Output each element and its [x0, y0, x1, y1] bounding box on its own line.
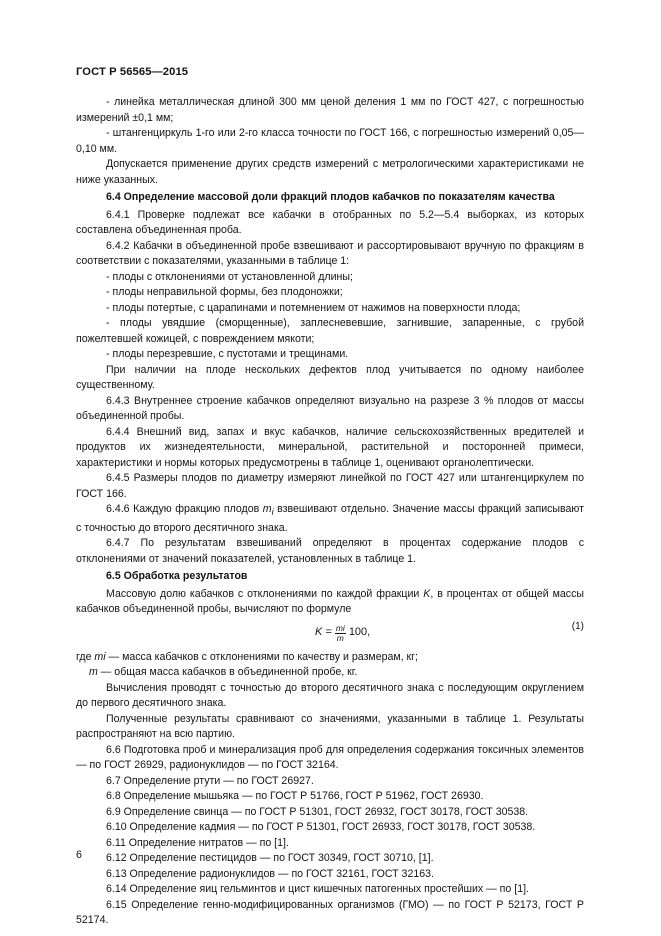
- paragraph-calculation: Вычисления проводят с точностью до второго десятичного знака с последующим округлением до первого десятичного знака.: [76, 681, 584, 710]
- paragraph-6-8: 6.8 Определение мышьяка — по ГОСТ Р 51766, ГОСТ Р 51962, ГОСТ 26930.: [106, 790, 484, 803]
- list-item: - плоды перезревшие, с пустотами и трещинами.: [106, 348, 349, 360]
- paragraph-6-4-7: 6.4.7 По результатам взвешиваний определяют в процентах содержание плодов с отклонениями от значений показателей, установленных в таблице 1.: [76, 537, 584, 565]
- paragraph-6-4-2: 6.4.2 Кабачки в объединенной пробе взвешивают и рассортировывают вручную по фракциям в соответствии с показателями, указанными в таблице 1:: [76, 239, 584, 267]
- paragraph-6-15: 6.15 Определение генно-модифицированных организмов (ГМО) — по ГОСТ Р 52173, ГОСТ Р 52174.: [76, 898, 584, 927]
- paragraph-6-4-6: 6.4.6 Каждую фракцию плодов $m_i$ взвешивают отдельно. Значение массы фракций записывают с точностью до второго десятичного знака.: [76, 503, 584, 534]
- list-item: - плоды с отклонениями от установленной длины;: [106, 270, 353, 283]
- paragraph-caliper: - штангенциркуль 1-го или 2-го класса точности по ГОСТ 166, с погрешностью измерений 0,05—0,10 мм.: [76, 127, 584, 155]
- paragraph-6-5: Массовую долю кабачков с отклонениями по каждой фракции K, в процентах от общей массы кабачков объединенной пробы, вычисляют по формуле: [76, 587, 584, 616]
- document-header: ГОСТ Р 56565—2015: [76, 66, 189, 78]
- definition-mi: где mi — масса кабачков с отклонениями по качеству и размерам, кг;: [76, 650, 418, 663]
- list-item: - плоды потертые, с царапинами и потемнением от нажимов на поверхности плода;: [106, 301, 521, 314]
- paragraph-6-4-1: 6.4.1 Проверке подлежат все кабачки в отобранных по 5.2—5.4 выборках, из которых составлена объединенная проба.: [76, 208, 584, 236]
- paragraph-compare: Полученные результаты сравнивают со значениями, указанными в таблице 1. Результаты распространяют на всю партию.: [76, 712, 584, 741]
- paragraph-6-11: 6.11 Определение нитратов — по [1].: [106, 836, 289, 849]
- paragraph-6-14: 6.14 Определение яиц гельминтов и цист кишечных патогенных простейших — по [1].: [106, 883, 529, 896]
- paragraph-ruler: - линейка металлическая длиной 300 мм ценой деления 1 мм по ГОСТ 427, с погрешностью измерений ±0,1 мм;: [76, 96, 584, 124]
- list-item: - плоды увядшие (сморщенные), заплесневевшие, загнившие, запаренные, с грубой пожелтевшей кожицей, с повреждением мякоти;: [76, 317, 584, 345]
- section-heading-6-4: 6.4 Определение массовой доли фракций плодов кабачков по показателям качества: [106, 191, 555, 203]
- formula-fraction: $\frac{mi}{m}$: [335, 622, 345, 643]
- paragraph-6-4-3: 6.4.3 Внутреннее строение кабачков определяют визуально на разрезе 3 % плодов от массы объединенной пробы.: [76, 394, 584, 422]
- paragraph-6-7: 6.7 Определение ртути — по ГОСТ 26927.: [106, 774, 314, 787]
- paragraph-6-12: 6.12 Определение пестицидов — по ГОСТ 30349, ГОСТ 30710, [1].: [106, 852, 434, 865]
- formula-1: [76, 619, 584, 649]
- list-item: - плоды неправильной формы, без плодоножки;: [106, 286, 343, 298]
- section-heading-6-5: 6.5 Обработка результатов: [106, 570, 248, 583]
- paragraph-6-4-5: 6.4.5 Размеры плодов по диаметру измеряют линейкой по ГОСТ 427 или штангенциркулем по ГОСТ 166.: [76, 472, 584, 500]
- paragraph-6-13: 6.13 Определение радионуклидов — по ГОСТ 32161, ГОСТ 32163.: [106, 867, 434, 880]
- page-number: 6: [76, 849, 82, 861]
- paragraph-6-9: 6.9 Определение свинца — по ГОСТ Р 51301, ГОСТ 26932, ГОСТ 30178, ГОСТ 30538.: [106, 805, 529, 818]
- definition-m: m — общая масса кабачков в объединенной пробе, кг.: [89, 666, 358, 679]
- paragraph-other-instruments: Допускается применение других средств измерений с метрологическими характеристиками не ниже указанных.: [76, 158, 584, 186]
- formula-expression: K = $\frac{mi}{m}$ 100,: [315, 622, 371, 643]
- paragraph-defects: При наличии на плоде нескольких дефектов плод учитывается по одному наиболее существенному.: [76, 363, 584, 391]
- paragraph-6-6: 6.6 Подготовка проб и минерализация проб для определения содержания токсичных элементов — по ГОСТ 26929, радионуклидов — по ГОСТ 32164.: [76, 743, 584, 772]
- paragraph-6-10: 6.10 Определение кадмия — по ГОСТ Р 51301, ГОСТ 26933, ГОСТ 30178, ГОСТ 30538.: [106, 821, 536, 834]
- paragraph-6-4-4: 6.4.4 Внешний вид, запах и вкус кабачков, наличие сельскохозяйственных вредителей и продуктов их жизнедеятельности, минеральной, растительной и посторонней примеси, характеристики и нормы которых предусмотрены в таблице 1, оценивают органолептически.: [76, 425, 584, 469]
- document-body: [76, 95, 584, 929]
- formula-number: (1): [571, 620, 584, 632]
